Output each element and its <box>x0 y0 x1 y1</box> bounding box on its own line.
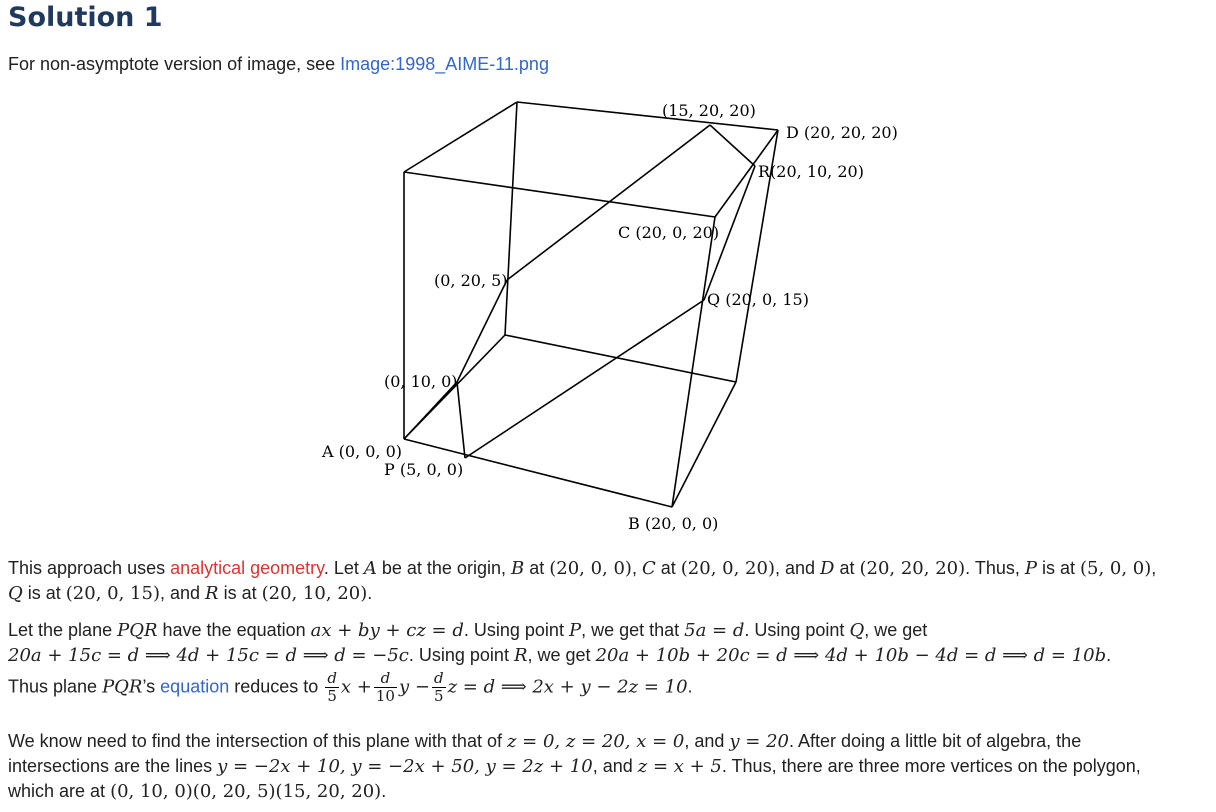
math: z = d ⟹ 2x + y − 2z = 10 <box>447 676 688 698</box>
math: P <box>568 620 582 641</box>
label-d: D (20, 20, 20) <box>786 123 898 142</box>
math: y = −2x + 10, y = −2x + 50, y = 2z + 10 <box>217 756 593 777</box>
numerator: d <box>433 669 444 687</box>
text: . After doing a little bit of algebra, the <box>789 731 1082 751</box>
math: (20, 0, 15) <box>65 583 160 604</box>
text: . <box>381 781 387 801</box>
math: x + <box>340 676 372 698</box>
label-c: C (20, 0, 20) <box>618 223 720 242</box>
denominator: 5 <box>327 687 337 705</box>
text: , we get that <box>581 620 685 640</box>
math: (20, 10, 20) <box>261 583 368 604</box>
text: . Let <box>323 558 364 578</box>
math: PQR <box>117 620 158 641</box>
label-0205: (0, 20, 5) <box>434 271 508 290</box>
text: Thus plane <box>8 676 103 697</box>
text: ’s <box>142 676 161 697</box>
math: 20a + 10b + 20c = d ⟹ 4d + 10b − 4d = d ⟹ d = 10b <box>595 645 1107 666</box>
text: . Using point <box>463 620 569 640</box>
text: at <box>524 558 550 578</box>
label-a: A (0, 0, 0) <box>322 442 403 461</box>
text: . <box>1106 645 1112 665</box>
section-0205-0100 <box>457 280 507 382</box>
fraction <box>432 670 446 705</box>
label-top-mid: (15, 20, 20) <box>662 101 756 120</box>
text: We know need to find the intersection of this plane with that of <box>8 731 507 751</box>
text: Let the plane <box>8 620 118 640</box>
fraction <box>325 670 339 705</box>
text: , and <box>684 731 730 751</box>
edge-back-vertical <box>505 102 517 335</box>
equation-link[interactable]: equation <box>160 676 230 697</box>
text: . Thus, <box>965 558 1025 578</box>
math: z = x + 5 <box>637 756 722 777</box>
paragraph-setup <box>8 556 1208 606</box>
label-q: Q (20, 0, 15) <box>707 290 809 309</box>
section-0100-p <box>457 382 465 458</box>
text: , and <box>592 756 638 776</box>
text: be at the origin, <box>376 558 511 578</box>
text: . Using point <box>744 620 850 640</box>
image-note-text: For non-asymptote version of image, see <box>8 54 341 74</box>
text: at <box>834 558 860 578</box>
label-p: P (5, 0, 0) <box>384 460 464 479</box>
math: (5, 0, 0) <box>1079 558 1152 579</box>
text: , we get <box>864 620 928 640</box>
math: (20, 20, 20) <box>859 558 966 579</box>
text: reduces to <box>229 676 324 697</box>
math: R <box>513 645 528 666</box>
math: (0, 10, 0)(0, 20, 5)(15, 20, 20) <box>110 781 382 802</box>
math: y − <box>398 676 430 698</box>
text: . Using point <box>408 645 514 665</box>
cube-svg <box>300 92 920 542</box>
section-top-0205 <box>507 125 710 280</box>
text: which are at <box>8 781 111 801</box>
image-link[interactable]: Image:1998_AIME-11.png <box>340 54 549 74</box>
section-heading: Solution 1 <box>8 2 163 33</box>
text: , <box>1151 558 1157 578</box>
math: 5a = d <box>684 620 745 641</box>
fraction <box>374 670 397 705</box>
section-r-top <box>710 125 755 166</box>
math: (20, 0, 20) <box>680 558 775 579</box>
text: , <box>631 558 642 578</box>
text: . Thus, there are three more vertices on the polygon, <box>721 756 1141 776</box>
math: (20, 0, 0) <box>549 558 632 579</box>
math: 20a + 15c = d ⟹ 4d + 15c = d ⟹ d = −5c <box>8 645 409 666</box>
label-b: B (20, 0, 0) <box>628 514 719 533</box>
numerator: d <box>327 669 337 687</box>
edge-top-front <box>404 172 715 217</box>
cube-diagram <box>300 92 920 542</box>
text: intersections are the lines <box>8 756 218 776</box>
math: PQR <box>102 676 143 698</box>
text: , and <box>774 558 821 578</box>
text: at <box>655 558 681 578</box>
denominator: 5 <box>434 687 444 705</box>
math: Q <box>849 620 865 641</box>
paragraph-reduction <box>8 670 1208 705</box>
text: , we get <box>527 645 596 665</box>
paragraph-plane <box>8 618 1208 668</box>
text: , and <box>159 583 206 603</box>
math: B <box>510 558 525 579</box>
paragraph-intersections <box>8 729 1208 804</box>
math: C <box>641 558 656 579</box>
image-note <box>8 54 549 75</box>
text: is at <box>1036 558 1080 578</box>
text: have the equation <box>157 620 311 640</box>
denominator: 10 <box>375 687 395 705</box>
edge-top-left <box>404 102 517 172</box>
math: y = 20 <box>729 731 790 752</box>
math: P <box>1024 558 1037 579</box>
text: is at <box>22 583 66 603</box>
text: . <box>367 583 373 603</box>
math: z = 0, z = 20, x = 0 <box>506 731 685 752</box>
math: A <box>363 558 377 579</box>
text: This approach uses <box>8 558 171 578</box>
section-p-q <box>465 300 704 458</box>
label-r: R(20, 10, 20) <box>758 162 864 181</box>
math: ax + by + cz = d <box>310 620 464 641</box>
analytical-geometry-link[interactable]: analytical geometry <box>170 558 324 578</box>
text: . <box>687 676 693 697</box>
math: Q <box>8 583 23 604</box>
math: R <box>205 583 219 604</box>
label-0100: (0, 10, 0) <box>384 372 458 391</box>
text: is at <box>218 583 262 603</box>
math: D <box>820 558 835 579</box>
edge-back-bottom <box>505 335 736 382</box>
numerator: d <box>374 670 397 688</box>
